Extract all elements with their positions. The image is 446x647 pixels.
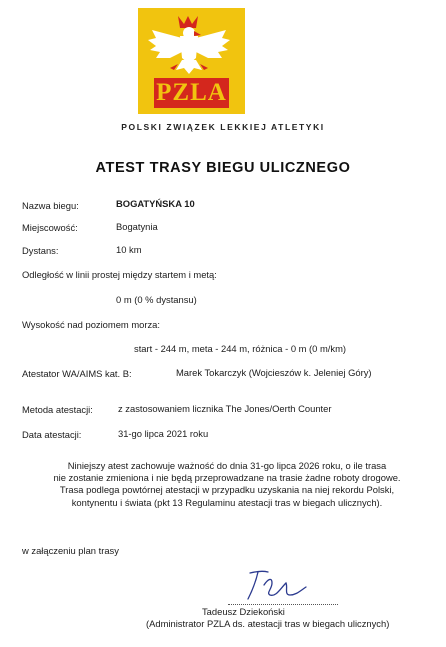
distance-label: Dystans:: [22, 245, 59, 256]
signatory-role: (Administrator PZLA ds. atestacji tras w biegach ulicznych): [146, 618, 390, 629]
date-label: Data atestacji:: [22, 429, 82, 440]
method-value: z zastosowaniem licznika The Jones/Oerth Counter: [118, 403, 332, 414]
validity-line: kontynentu i świata (pkt 13 Regulaminu atestacji tras w biegach ulicznych).: [71, 496, 383, 508]
elevation-value: start - 244 m, meta - 244 m, różnica - 0 m (0 m/km): [134, 343, 347, 354]
elevation-label: Wysokość nad poziomem morza:: [22, 319, 160, 330]
logo-text: PZLA: [156, 79, 227, 106]
validity-line: nie zostanie zmieniona i nie będą przeprowadzane na trasie żadne roboty drogowe.: [53, 472, 401, 484]
page-title: ATEST TRASY BIEGU ULICZNEGO: [95, 160, 351, 176]
validity-line: Niniejszy atest zachowuje ważność do dnia 31-go lipca 2026 roku, o ile trasa: [67, 460, 387, 471]
signatory-name: Tadeusz Dziekoński: [202, 606, 285, 617]
date-value: 31-go lipca 2021 roku: [118, 428, 209, 439]
validity-line: Trasa podlega powtórnej atestacji w przypadku uzyskania na niej rekordu Polski,: [59, 484, 395, 496]
place-label: Miejscowość:: [22, 222, 78, 233]
validity-paragraph: [22, 460, 432, 509]
separation-label: Odległość w linii prostej między startem i metą:: [22, 269, 217, 280]
separation-value: 0 m (0 % dystansu): [116, 294, 197, 305]
measurer-value: Marek Tokarczyk (Wojcieszów k. Jeleniej Góry): [176, 367, 372, 378]
method-label: Metoda atestacji:: [22, 404, 93, 415]
place-value: Bogatynia: [116, 221, 158, 232]
signature-line: [228, 604, 338, 605]
name-value: BOGATYŃSKA 10: [116, 198, 195, 209]
distance-value: 10 km: [116, 244, 142, 255]
organization-name: POLSKI ZWIĄZEK LEKKIEJ ATLETYKI: [121, 122, 325, 132]
name-label: Nazwa biegu:: [22, 200, 79, 211]
attachment-note: w załączeniu plan trasy: [22, 545, 119, 556]
handwritten-signature: [228, 565, 318, 605]
measurer-label: Atestator WA/AIMS kat. B:: [22, 368, 132, 379]
pzla-logo: [138, 8, 245, 114]
